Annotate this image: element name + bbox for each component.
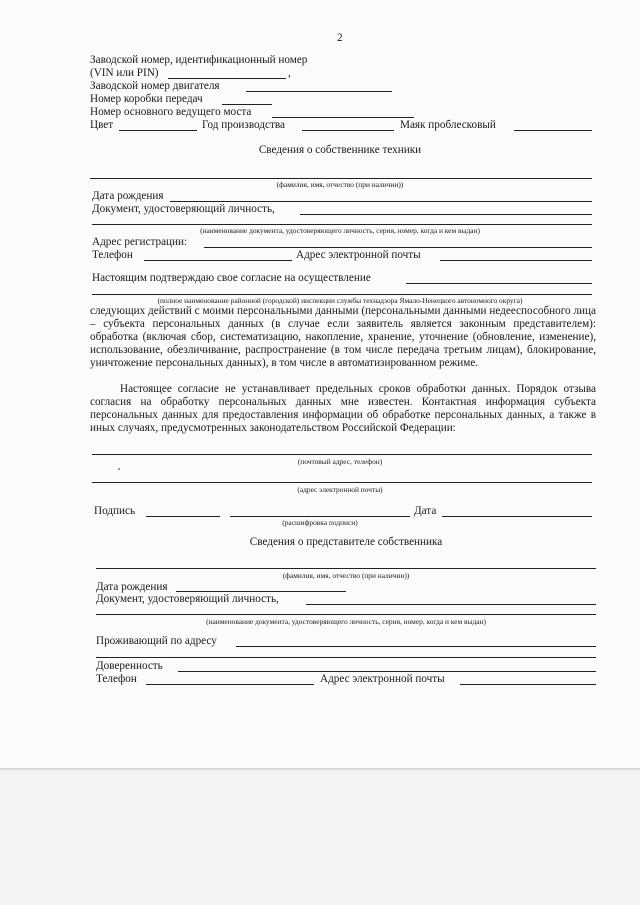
vin-label: (VIN или PIN) [90, 67, 159, 79]
color-label: Цвет [90, 119, 114, 131]
signature-field[interactable] [146, 516, 220, 517]
serial-number-label: Заводской номер, идентификационный номер [90, 54, 308, 66]
representative-section-heading: Сведения о представителе собственника [249, 536, 443, 548]
inspection-field-2[interactable] [92, 294, 592, 295]
owner-birth-label: Дата рождения [92, 190, 164, 202]
rep-birth-label: Дата рождения [96, 581, 168, 593]
rep-email-label: Адрес электронной почты [320, 673, 445, 685]
owner-birth-field[interactable] [170, 201, 592, 202]
rep-doc-caption: (наименование документа, удостоверяющего личность, серия, номер, когда и кем выдан) [206, 617, 486, 626]
date-field[interactable] [442, 516, 592, 517]
inspection-caption: (полное наименование районной (городской) инспекции службы технадзора Ямало-Ненецкого автономного округа) [157, 296, 523, 305]
color-field[interactable] [119, 130, 197, 131]
signature-decode-field[interactable] [230, 516, 410, 517]
owner-section-heading: Сведения о собственнике техники [258, 144, 422, 156]
owner-phone-label: Телефон [92, 249, 133, 261]
postal-address-caption: (почтовый адрес, телефон) [297, 457, 383, 466]
date-label: Дата [414, 505, 437, 517]
year-field[interactable] [302, 130, 394, 131]
signature-label: Подпись [94, 505, 136, 517]
owner-address-label: Адрес регистрации: [92, 236, 188, 248]
rep-birth-field[interactable] [176, 591, 346, 592]
beacon-label: Маяк проблесковый [400, 119, 496, 131]
scan-speck [118, 468, 120, 470]
consent-intro: Настоящим подтверждаю свое согласие на осуществление [92, 272, 371, 284]
gearbox-number-field[interactable] [222, 104, 272, 105]
email-address-field[interactable] [92, 482, 592, 483]
owner-fio-field[interactable] [90, 178, 592, 179]
rep-proxy-label: Доверенность [96, 660, 163, 672]
beacon-field[interactable] [514, 130, 592, 131]
consent-paragraph-2: Настоящее согласие не устанавливает предельных сроков обработки данных. Порядок отзыва согласия на обработку персональных данных мне известен. Контактная информация субъекта персональных данных для предоставления информации об обработке персональных данных, а также в иных случаях, предусмотренных законодательством Российской Федерации: [90, 383, 596, 435]
vin-field[interactable] [168, 78, 286, 79]
rep-fio-caption: (фамилия, имя, отчество (при наличии)) [282, 571, 410, 580]
owner-email-field[interactable] [440, 260, 592, 261]
year-label: Год производства [202, 119, 285, 131]
signature-decode-caption: (расшифровка подписи) [282, 518, 358, 527]
rep-phone-field[interactable] [146, 684, 314, 685]
owner-phone-field[interactable] [144, 260, 292, 261]
owner-doc-caption: (наименование документа, удостоверяющего личность, серия, номер, когда и кем выдан) [200, 226, 480, 235]
rep-residing-label: Проживающий по адресу [96, 635, 217, 647]
rep-residing-field-2[interactable] [96, 657, 596, 658]
axle-number-label: Номер основного ведущего моста [90, 106, 252, 118]
email-address-caption: (адрес электронной почты) [297, 485, 383, 494]
rep-proxy-field[interactable] [178, 671, 596, 672]
owner-address-field[interactable] [204, 247, 592, 248]
gearbox-number-label: Номер коробки передач [90, 93, 203, 105]
owner-doc-field[interactable] [300, 214, 592, 215]
axle-number-field[interactable] [272, 117, 414, 118]
owner-email-label: Адрес электронной почты [296, 249, 421, 261]
rep-fio-field[interactable] [96, 568, 596, 569]
rep-doc-field-2[interactable] [96, 614, 596, 615]
rep-doc-label: Документ, удостоверяющий личность, [96, 593, 279, 605]
rep-doc-field[interactable] [306, 604, 596, 605]
consent-paragraph-1: следующих действий с моими персональными данными (персональными данными недееспособного лица – субъекта персональных данных (в случае если заявитель является законным представителем): обработка (включая сбор, систематизацию, накопление, хранение, уточнение (обновление, изменение), использование, обезличивание, распространение (в том числе передача третьим лицам), блокирование, уничтожение персональных данных), в том числе в автоматизированном режиме. [90, 305, 596, 370]
owner-fio-caption: (фамилия, имя, отчество (при наличии)) [276, 180, 404, 189]
owner-doc-field-2[interactable] [92, 224, 592, 225]
vin-comma: , [288, 67, 291, 79]
owner-doc-label: Документ, удостоверяющий личность, [92, 203, 275, 215]
engine-number-field[interactable] [246, 91, 392, 92]
rep-phone-label: Телефон [96, 673, 137, 685]
postal-address-field[interactable] [92, 454, 592, 455]
rep-residing-field[interactable] [236, 646, 596, 647]
page-number: 2 [337, 32, 343, 44]
rep-email-field[interactable] [460, 684, 596, 685]
inspection-field[interactable] [406, 283, 592, 284]
engine-number-label: Заводской номер двигателя [90, 80, 220, 92]
